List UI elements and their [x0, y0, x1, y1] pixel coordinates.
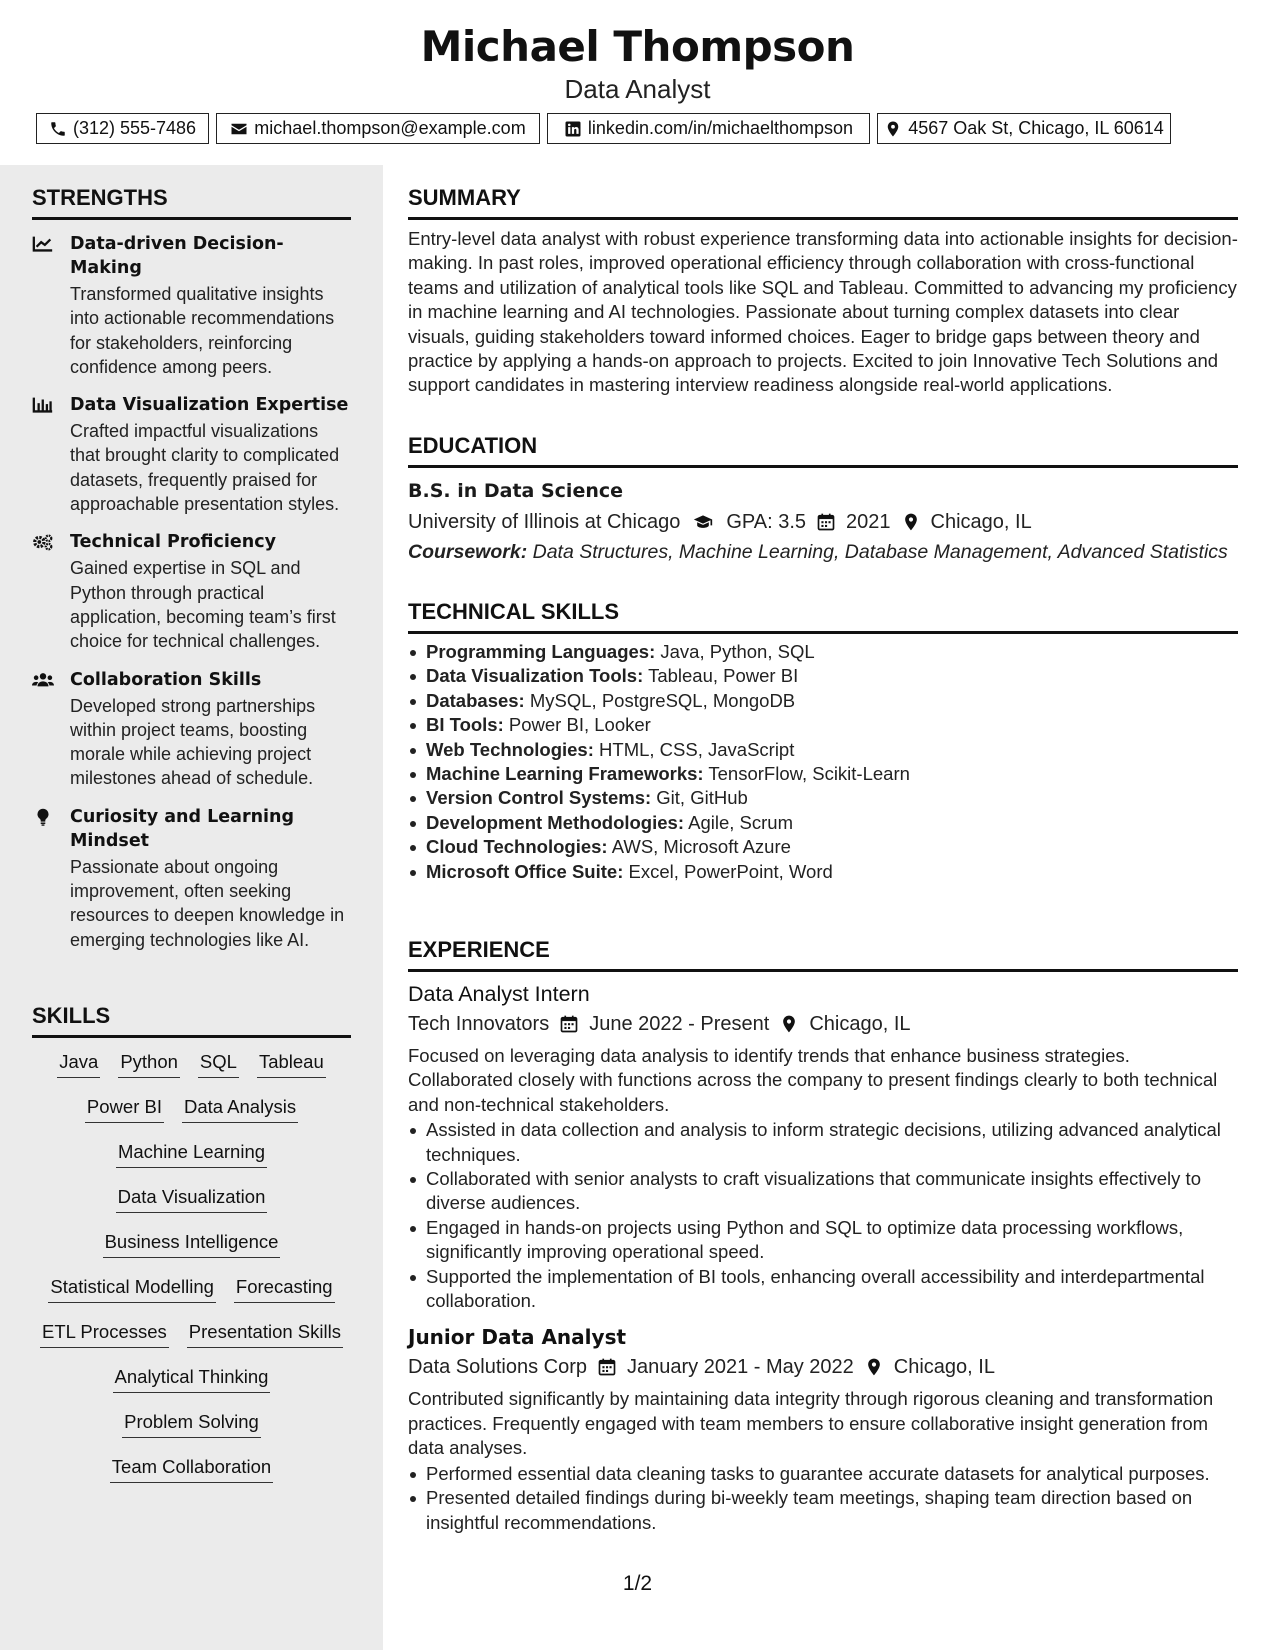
list-item: [408, 640, 1238, 664]
strength-name: Data Visualization Expertise: [70, 395, 349, 416]
skill-tag: Data Analysis: [182, 1095, 298, 1123]
envelope-icon: [230, 120, 248, 138]
strengths-title: STRENGTHS: [32, 185, 351, 220]
skill-tag: Statistical Modelling: [48, 1275, 216, 1303]
skill-tag: ETL Processes: [40, 1320, 169, 1348]
candidate-name: Michael Thompson: [420, 22, 855, 71]
skill-values: Java, Python, SQL: [660, 641, 815, 662]
main-column: [383, 165, 1275, 1650]
education-meta: [408, 508, 1238, 536]
skills-list: [32, 1038, 351, 1500]
skills-row: [32, 1410, 351, 1455]
skill-category: Databases:: [426, 689, 525, 711]
skills-section: [32, 1003, 351, 1500]
strength-name: Data-driven Decision-Making: [70, 234, 284, 278]
bar-chart-icon: [32, 395, 54, 415]
skill-category: Data Visualization Tools:: [426, 665, 644, 687]
list-item: [408, 738, 1238, 762]
technical-skills-section: [408, 599, 1238, 884]
phone-icon: [49, 120, 67, 138]
strength-desc: Passionate about ongoing improvement, often seeking resources to deepen knowledge in emerging technologies like AI.: [70, 856, 345, 950]
skill-tag: Data Visualization: [116, 1185, 268, 1213]
lightbulb-icon: [32, 807, 54, 827]
job-description: Contributed significantly by maintaining data integrity through rigorous cleaning and transformation practices. Frequently engaged with team members to ensure collaborative insight generation from data analyses.: [408, 1388, 1214, 1459]
skill-tag: Business Intelligence: [103, 1230, 281, 1258]
strength-name: Technical Proficiency: [70, 532, 276, 553]
location-pin-icon: [884, 120, 902, 138]
list-item: Assisted in data collection and analysis to inform strategic decisions, utilizing advanced analytical techniques.: [408, 1118, 1238, 1167]
skill-values: Excel, PowerPoint, Word: [628, 860, 833, 882]
list-item: Presented detailed findings during bi-weekly team meetings, shaping team direction based on insightful recommendations.: [408, 1486, 1238, 1535]
line-chart-icon: [32, 234, 54, 254]
strength-name: Collaboration Skills: [70, 669, 262, 690]
job-bullets: [408, 1118, 1238, 1313]
summary-text: Entry-level data analyst with robust experience transforming data into actionable insights for decision-making. In past roles, improved operational efficiency through collaboration with cross-functional teams and utilization of analytical tools like SQL and Tableau. Committed to advancing my proficiency in machine learning and AI technologies. Passionate about turning complex datasets into clear visuals, guiding stakeholders toward informed choices. Eager to bridge gaps between theory and practice by applying a hands-on approach to projects. Excited to join Innovative Tech Solutions and support candidates in mastering interview readiness alongside real-world applications.: [408, 228, 1238, 396]
job-location: Chicago, IL: [809, 1013, 911, 1035]
job-location: Chicago, IL: [893, 1356, 995, 1379]
list-item: [408, 689, 1238, 713]
email-text: michael.thompson@example.com: [254, 118, 526, 138]
skill-tag: Presentation Skills: [187, 1320, 343, 1348]
list-item: [408, 860, 1238, 884]
education-title: EDUCATION: [408, 433, 1238, 468]
skill-values: TensorFlow, Scikit-Learn: [708, 763, 910, 785]
skills-row: [32, 1185, 351, 1230]
skill-tag: Java: [57, 1050, 100, 1078]
list-item: [408, 713, 1238, 737]
list-item: Performed essential data cleaning tasks to guarantee accurate datasets for analytical purposes.: [408, 1462, 1238, 1486]
job-entry: [408, 980, 1238, 1313]
calendar-icon: [559, 1014, 579, 1034]
skill-category: Development Methodologies:: [426, 811, 684, 833]
graduation-year: 2021: [846, 511, 891, 533]
strength-item: [32, 530, 351, 653]
skill-tag: Forecasting: [234, 1275, 335, 1303]
skill-values: Tableau, Power BI: [648, 665, 799, 687]
skill-values: MySQL, PostgreSQL, MongoDB: [529, 689, 796, 711]
technical-skills-list: [408, 640, 1238, 884]
list-item: [408, 664, 1238, 688]
degree-name: B.S. in Data Science: [408, 480, 624, 502]
job-dates: June 2022 - Present: [589, 1013, 770, 1035]
linkedin-icon: [564, 120, 582, 138]
linkedin-text: linkedin.com/in/michaelthompson: [587, 118, 854, 138]
strengths-section: [32, 185, 351, 952]
technical-skills-title: TECHNICAL SKILLS: [408, 599, 1238, 634]
skill-category: Version Control Systems:: [426, 787, 652, 809]
job-description: Focused on leveraging data analysis to identify trends that enhance business strategies. Collaborated closely with functions across the company to present findings clearly to both technical and non-technical stakeholders.: [408, 1045, 1218, 1115]
job-dates: January 2021 - May 2022: [626, 1356, 854, 1379]
list-item: Supported the implementation of BI tools, enhancing overall accessibility and interdepartmental collaboration.: [408, 1265, 1238, 1314]
skill-category: Programming Languages:: [426, 641, 656, 662]
skill-category: Web Technologies:: [426, 738, 594, 760]
sidebar: [0, 165, 383, 1650]
strength-desc: Gained expertise in SQL and Python through practical application, becoming team’s first choice for technical challenges.: [70, 558, 336, 652]
skills-row: [32, 1095, 351, 1140]
skill-tag: Machine Learning: [116, 1140, 267, 1168]
skill-values: Git, GitHub: [656, 787, 748, 809]
job-role: Data Analyst Intern: [408, 982, 590, 1006]
calendar-icon: [597, 1357, 617, 1377]
skill-tag: SQL: [198, 1050, 239, 1078]
skill-tag: Tableau: [257, 1050, 326, 1078]
list-item: [408, 786, 1238, 810]
skills-row: [32, 1365, 351, 1410]
contact-email[interactable]: [216, 113, 540, 144]
list-item: [408, 811, 1238, 835]
location-pin-icon: [864, 1357, 884, 1377]
job-meta: [408, 1353, 1238, 1381]
company-name: Tech Innovators: [408, 1013, 550, 1035]
skill-tag: Analytical Thinking: [113, 1365, 271, 1393]
strength-item: [32, 805, 351, 952]
skills-row: [32, 1275, 351, 1320]
resume-header: [0, 0, 1275, 165]
location-pin-icon: [779, 1014, 799, 1034]
list-item: [408, 762, 1238, 786]
school-name: University of Illinois at Chicago: [408, 511, 681, 533]
skills-row: [32, 1455, 351, 1500]
skill-category: Cloud Technologies:: [426, 836, 608, 858]
strength-item: [32, 668, 351, 791]
job-bullets: [408, 1462, 1238, 1535]
list-item: Collaborated with senior analysts to craft visualizations that communicate insights effectively to diverse audiences.: [408, 1167, 1238, 1216]
strength-desc: Transformed qualitative insights into actionable recommendations for stakeholders, reinforcing confidence among peers.: [70, 284, 335, 377]
summary-title: SUMMARY: [408, 185, 1238, 220]
education-location: Chicago, IL: [930, 511, 1032, 533]
skill-values: Agile, Scrum: [688, 811, 793, 833]
candidate-title: Data Analyst: [564, 74, 711, 104]
skill-category: BI Tools:: [426, 714, 504, 736]
job-meta: [408, 1010, 1238, 1038]
company-name: Data Solutions Corp: [408, 1356, 587, 1379]
skill-tag: Team Collaboration: [110, 1455, 273, 1483]
skills-row: [32, 1140, 351, 1185]
location-pin-icon: [901, 512, 921, 532]
coursework: [408, 540, 1238, 565]
list-item: Engaged in hands-on projects using Python and SQL to optimize data processing workflows, significantly improving operational speed.: [408, 1216, 1238, 1265]
strength-name: Curiosity and Learning Mindset: [70, 806, 295, 851]
phone-text: (312) 555-7486: [72, 118, 197, 138]
coursework-label: Coursework:: [408, 541, 528, 563]
skill-values: AWS, Microsoft Azure: [611, 836, 791, 858]
skill-values: HTML, CSS, JavaScript: [599, 738, 795, 760]
summary-section: [408, 185, 1238, 398]
skill-values: Power BI, Looker: [508, 714, 651, 736]
users-icon: [32, 670, 54, 690]
gpa-text: GPA: 3.5: [726, 511, 807, 533]
coursework-text: Data Structures, Machine Learning, Database Management, Advanced Statistics: [532, 541, 1228, 563]
experience-title: EXPERIENCE: [408, 937, 1238, 972]
strength-desc: Crafted impactful visualizations that brought clarity to complicated datasets, frequently praised for approachable presentation styles.: [70, 421, 340, 515]
contact-address[interactable]: [877, 113, 1171, 144]
contact-linkedin[interactable]: [547, 113, 870, 144]
gears-icon: [32, 532, 54, 552]
graduation-cap-icon: [690, 512, 716, 532]
job-role: Junior Data Analyst: [408, 1325, 627, 1350]
skills-row: [32, 1050, 351, 1095]
contact-bar: [36, 113, 1240, 145]
strength-item: [32, 232, 351, 379]
strength-desc: Developed strong partnerships within project teams, boosting morale while achieving project milestones ahead of schedule.: [70, 695, 316, 789]
skills-title: SKILLS: [32, 1003, 351, 1038]
job-entry: [408, 1323, 1238, 1534]
experience-section: [408, 937, 1238, 1535]
skills-row: [32, 1320, 351, 1365]
calendar-icon: [816, 512, 836, 532]
page-number: 1/2: [622, 1572, 653, 1595]
address-text: 4567 Oak St, Chicago, IL 60614: [908, 118, 1164, 138]
education-section: [408, 433, 1238, 565]
skill-category: Machine Learning Frameworks:: [426, 763, 704, 785]
skill-tag: Power BI: [85, 1095, 164, 1123]
skills-row: [32, 1230, 351, 1275]
skill-category: Microsoft Office Suite:: [426, 860, 624, 882]
strength-item: [32, 393, 351, 516]
contact-phone[interactable]: [36, 113, 209, 144]
skill-tag: Python: [118, 1050, 180, 1078]
list-item: [408, 835, 1238, 859]
skill-tag: Problem Solving: [122, 1410, 261, 1438]
